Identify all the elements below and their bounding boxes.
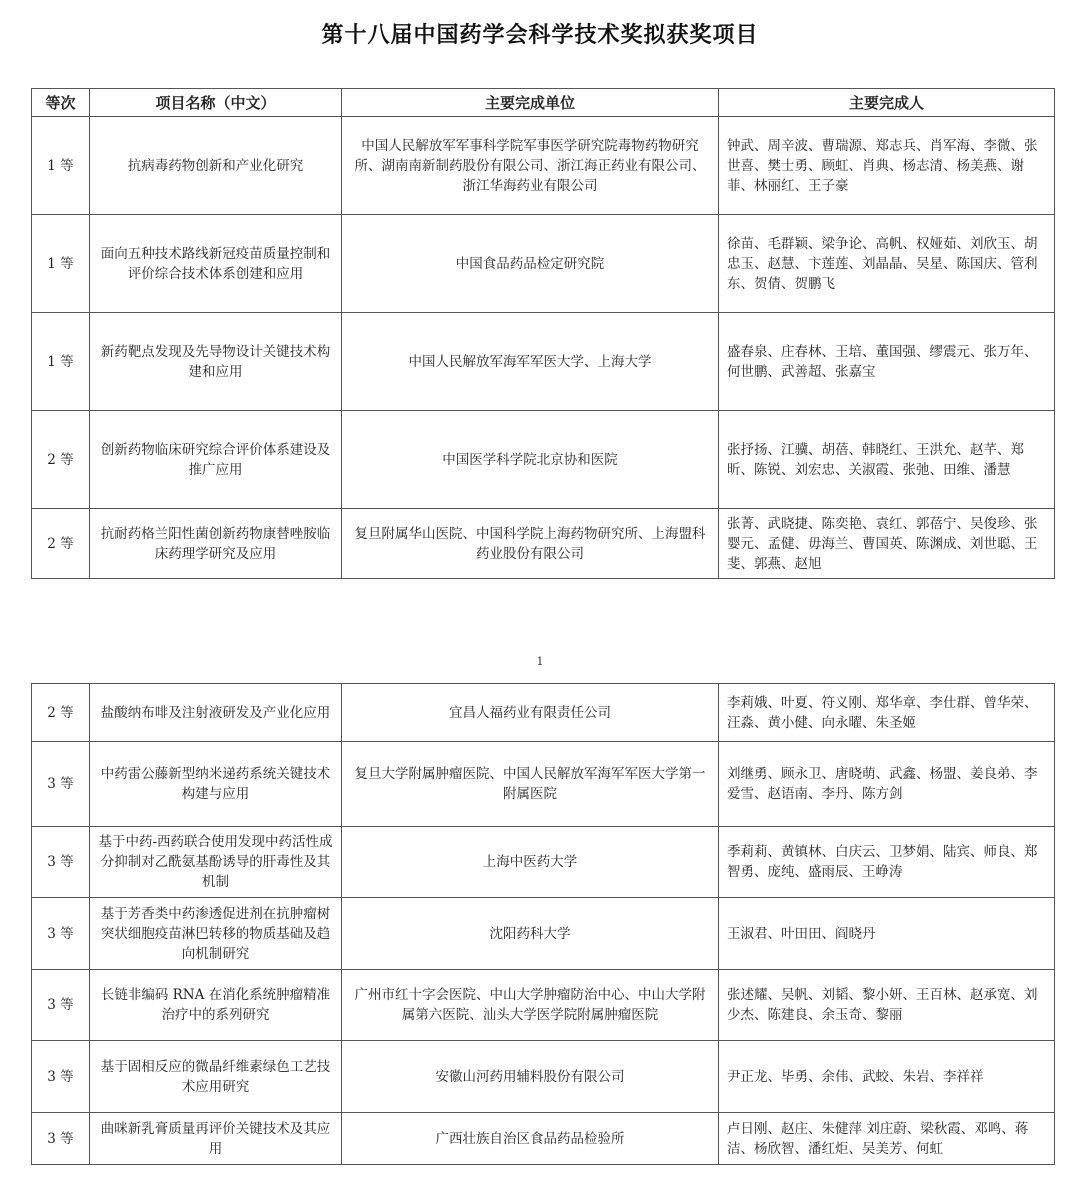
grade-cell: 2 等 — [32, 684, 90, 742]
people-cell: 李莉娥、叶夏、符义刚、郑华章、李仕群、曾华荣、汪淼、黄小健、向永曜、朱圣姬 — [719, 684, 1055, 742]
page-title: 第十八届中国药学会科学技术奖拟获奖项目 — [321, 23, 759, 48]
grade-cell: 3 等 — [32, 827, 90, 898]
table-row — [32, 1041, 1055, 1113]
header-project-name: 项目名称（中文） — [90, 89, 342, 117]
project-name-cell: 曲咪新乳膏质量再评价关键技术及其应用 — [90, 1113, 342, 1165]
people-cell: 徐苗、毛群颖、梁争论、高帆、权娅茹、刘欣玉、胡忠玉、赵慧、卞莲莲、刘晶晶、吴星、陈国庆、管利东、贺倩、贺鹏飞 — [719, 215, 1055, 313]
table-row — [32, 509, 1055, 579]
header-grade: 等次 — [32, 89, 90, 117]
table-header-row — [32, 89, 1055, 117]
unit-cell: 中国人民解放军海军军医大学、上海大学 — [342, 313, 719, 411]
people-cell: 张抒扬、江骥、胡蓓、韩晓红、王洪允、赵芊、郑昕、陈锐、刘宏忠、关淑霞、张弛、田维、潘慧 — [719, 411, 1055, 509]
people-cell: 刘继勇、顾永卫、唐晓萌、武鑫、杨盟、姜良弟、李爱雪、赵语南、李丹、陈方剑 — [719, 742, 1055, 827]
page-number: 1 — [536, 655, 544, 668]
table-row — [32, 313, 1055, 411]
grade-cell: 3 等 — [32, 898, 90, 970]
grade-cell: 3 等 — [32, 742, 90, 827]
project-name-cell: 抗病毒药物创新和产业化研究 — [90, 117, 342, 215]
grade-cell: 3 等 — [32, 970, 90, 1041]
project-name-cell: 新药靶点发现及先导物设计关键技术构建和应用 — [90, 313, 342, 411]
table-row — [32, 827, 1055, 898]
table-row — [32, 684, 1055, 742]
people-cell: 盛春泉、庄春林、王培、董国强、缪震元、张万年、何世鹏、武善超、张嘉宝 — [719, 313, 1055, 411]
unit-cell: 中国食品药品检定研究院 — [342, 215, 719, 313]
project-name-cell: 长链非编码 RNA 在消化系统肿瘤精准治疗中的系列研究 — [90, 970, 342, 1041]
unit-cell: 安徽山河药用辅料股份有限公司 — [342, 1041, 719, 1113]
table-row — [32, 742, 1055, 827]
unit-cell: 广西壮族自治区食品药品检验所 — [342, 1113, 719, 1165]
grade-cell: 3 等 — [32, 1041, 90, 1113]
people-cell: 卢日刚、赵庄、朱健萍 刘庄蔚、梁秋霞、邓鸣、蒋洁、杨欣智、潘红炬、吴美芳、何虹 — [719, 1113, 1055, 1165]
table-row — [32, 970, 1055, 1041]
unit-cell: 沈阳药科大学 — [342, 898, 719, 970]
unit-cell: 上海中医药大学 — [342, 827, 719, 898]
people-cell: 王淑君、叶田田、阎晓丹 — [719, 898, 1055, 970]
awards-table-2 — [31, 683, 1055, 1165]
grade-cell: 1 等 — [32, 215, 90, 313]
people-cell: 张述耀、吴帆、刘韬、黎小妍、王百林、赵承宽、刘少杰、陈建良、余玉奇、黎丽 — [719, 970, 1055, 1041]
project-name-cell: 基于芳香类中药渗透促进剂在抗肿瘤树突状细胞疫苗淋巴转移的物质基础及趋向机制研究 — [90, 898, 342, 970]
project-name-cell: 抗耐药格兰阳性菌创新药物康替唑胺临床药理学研究及应用 — [90, 509, 342, 579]
project-name-cell: 盐酸纳布啡及注射液研发及产业化应用 — [90, 684, 342, 742]
unit-cell: 宜昌人福药业有限责任公司 — [342, 684, 719, 742]
project-name-cell: 创新药物临床研究综合评价体系建设及推广应用 — [90, 411, 342, 509]
grade-cell: 1 等 — [32, 313, 90, 411]
table-row — [32, 411, 1055, 509]
unit-cell: 复旦附属华山医院、中国科学院上海药物研究所、上海盟科药业股份有限公司 — [342, 509, 719, 579]
grade-cell: 1 等 — [32, 117, 90, 215]
grade-cell: 2 等 — [32, 411, 90, 509]
table-row — [32, 215, 1055, 313]
table-row — [32, 117, 1055, 215]
unit-cell: 中国人民解放军军事科学院军事医学研究院毒物药物研究所、湖南南新制药股份有限公司、浙江海正药业有限公司、浙江华海药业有限公司 — [342, 117, 719, 215]
awards-table-1 — [31, 88, 1055, 579]
header-people: 主要完成人 — [719, 89, 1055, 117]
header-unit: 主要完成单位 — [342, 89, 719, 117]
table-row — [32, 898, 1055, 970]
grade-cell: 3 等 — [32, 1113, 90, 1165]
people-cell: 张菁、武晓捷、陈奕艳、袁红、郭蓓宁、吴俊珍、张婴元、孟健、毋海兰、曹国英、陈渊成、刘世聪、王斐、郭燕、赵旭 — [719, 509, 1055, 579]
grade-cell: 2 等 — [32, 509, 90, 579]
people-cell: 尹正龙、毕勇、余伟、武蛟、朱岩、李祥祥 — [719, 1041, 1055, 1113]
people-cell: 季莉莉、黄镇林、白庆云、卫梦娟、陆宾、师良、郑智勇、庞纯、盛雨辰、王峥涛 — [719, 827, 1055, 898]
project-name-cell: 面向五种技术路线新冠疫苗质量控制和评价综合技术体系创建和应用 — [90, 215, 342, 313]
project-name-cell: 中药雷公藤新型纳米递药系统关键技术构建与应用 — [90, 742, 342, 827]
unit-cell: 广州市红十字会医院、中山大学肿瘤防治中心、中山大学附属第六医院、汕头大学医学院附属肿瘤医院 — [342, 970, 719, 1041]
project-name-cell: 基于中药-西药联合使用发现中药活性成分抑制对乙酰氨基酚诱导的肝毒性及其机制 — [90, 827, 342, 898]
table-row — [32, 1113, 1055, 1165]
unit-cell: 复旦大学附属肿瘤医院、中国人民解放军海军军医大学第一附属医院 — [342, 742, 719, 827]
people-cell: 钟武、周辛波、曹瑞源、郑志兵、肖军海、李微、张世喜、樊士勇、顾虹、肖典、杨志清、杨美燕、谢菲、林丽红、王子豪 — [719, 117, 1055, 215]
unit-cell: 中国医学科学院北京协和医院 — [342, 411, 719, 509]
project-name-cell: 基于固相反应的微晶纤维素绿色工艺技术应用研究 — [90, 1041, 342, 1113]
